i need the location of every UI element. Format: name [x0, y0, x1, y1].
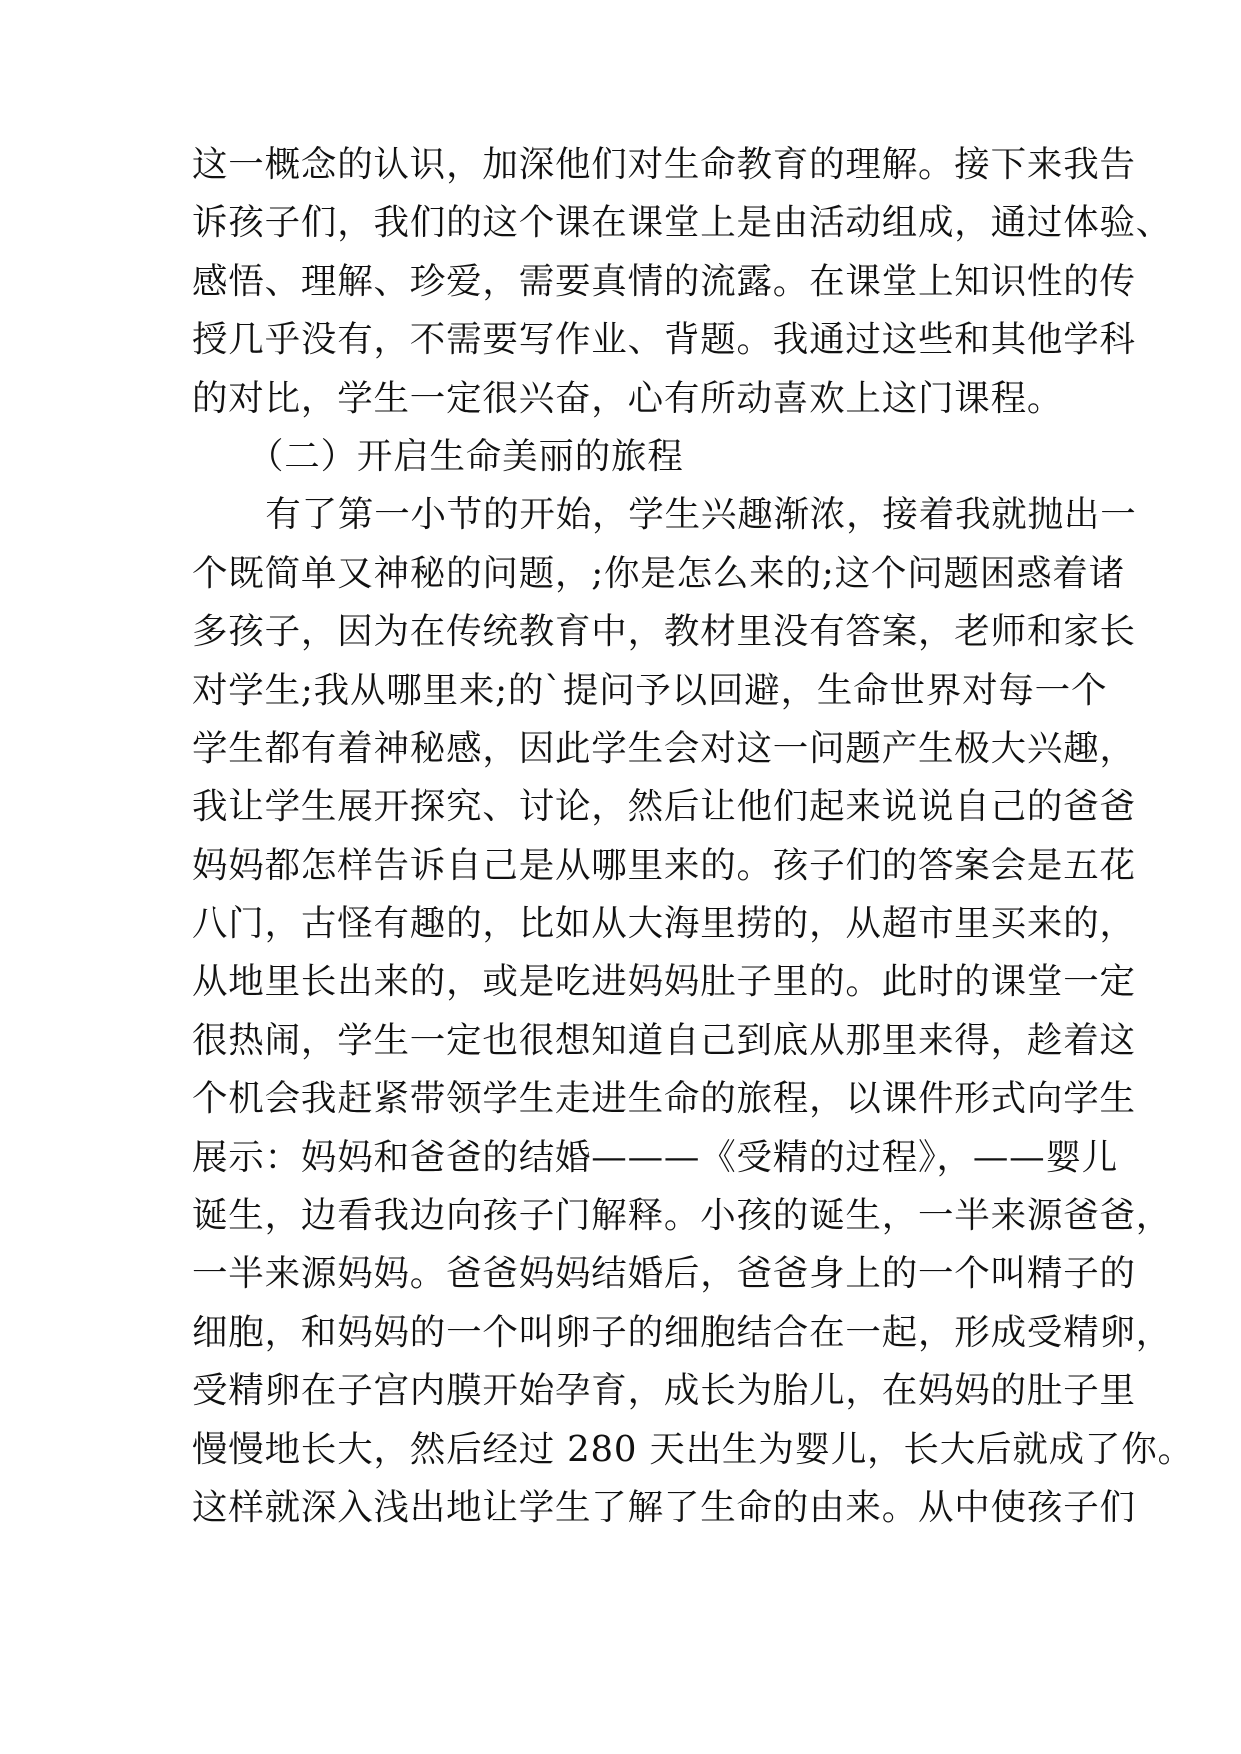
text-line: 多孩子，因为在传统教育中，教材里没有答案，老师和家长: [192, 611, 1136, 653]
paragraph-2: [192, 486, 1194, 1537]
section-heading-block: [192, 428, 1050, 486]
text-line: 妈妈都怎样告诉自己是从哪里来的。孩子们的答案会是五花: [192, 844, 1136, 886]
text-line: 一半来源妈妈。爸爸妈妈结婚后，爸爸身上的一个叫精子的: [192, 1253, 1136, 1295]
text-line: 的对比，学生一定很兴奋，心有所动喜欢上这门课程。: [192, 377, 1064, 419]
text-line: 学生都有着神秘感，因此学生会对这一问题产生极大兴趣，: [192, 727, 1136, 769]
text-line: 个机会我赶紧带领学生走进生命的旅程，以课件形式向学生: [192, 1078, 1136, 1120]
text-line: 慢慢地长大，然后经过 280 天出生为婴儿，长大后就成了你。: [192, 1428, 1194, 1470]
text-line: 八门，古怪有趣的，比如从大海里捞的，从超市里买来的，: [192, 903, 1136, 945]
text-line: 对学生;我从哪里来;的`提问予以回避，生命世界对每一个: [192, 669, 1108, 711]
text-line: 很热闹，学生一定也很想知道自己到底从那里来得，趁着这: [192, 1019, 1136, 1061]
text-line: 授几乎没有，不需要写作业、背题。我通过这些和其他学科: [192, 319, 1136, 361]
text-line: 个既简单又神秘的问题，;你是怎么来的;这个问题困惑着诸: [192, 552, 1126, 594]
document-body: [192, 136, 1194, 1537]
text-line: 展示：妈妈和爸爸的结婚———《受精的过程》，——婴儿: [192, 1136, 1119, 1178]
text-line: 诞生，边看我边向孩子门解释。小孩的诞生，一半来源爸爸，: [192, 1195, 1173, 1237]
text-line: 细胞，和妈妈的一个叫卵子的细胞结合在一起，形成受精卵，: [192, 1311, 1173, 1353]
text-line: 有了第一小节的开始，学生兴趣渐浓，接着我就抛出一: [229, 494, 1137, 536]
text-line: 诉孩子们，我们的这个课在课堂上是由活动组成，通过体验、: [192, 202, 1173, 244]
text-line: 受精卵在子宫内膜开始孕育，成长为胎儿，在妈妈的肚子里: [192, 1370, 1136, 1412]
section-heading: （二）开启生命美丽的旅程: [248, 435, 684, 477]
text-line: 我让学生展开探究、讨论，然后让他们起来说说自己的爸爸: [192, 786, 1136, 828]
text-line: 感悟、理解、珍爱，需要真情的流露。在课堂上知识性的传: [192, 260, 1136, 302]
text-line: 这一概念的认识，加深他们对生命教育的理解。接下来我告: [192, 144, 1136, 185]
paragraph-1: [192, 136, 1173, 428]
text-line: 从地里长出来的，或是吃进妈妈肚子里的。此时的课堂一定: [192, 961, 1136, 1003]
text-line: 这样就深入浅出地让学生了解了生命的由来。从中使孩子们: [192, 1486, 1136, 1528]
